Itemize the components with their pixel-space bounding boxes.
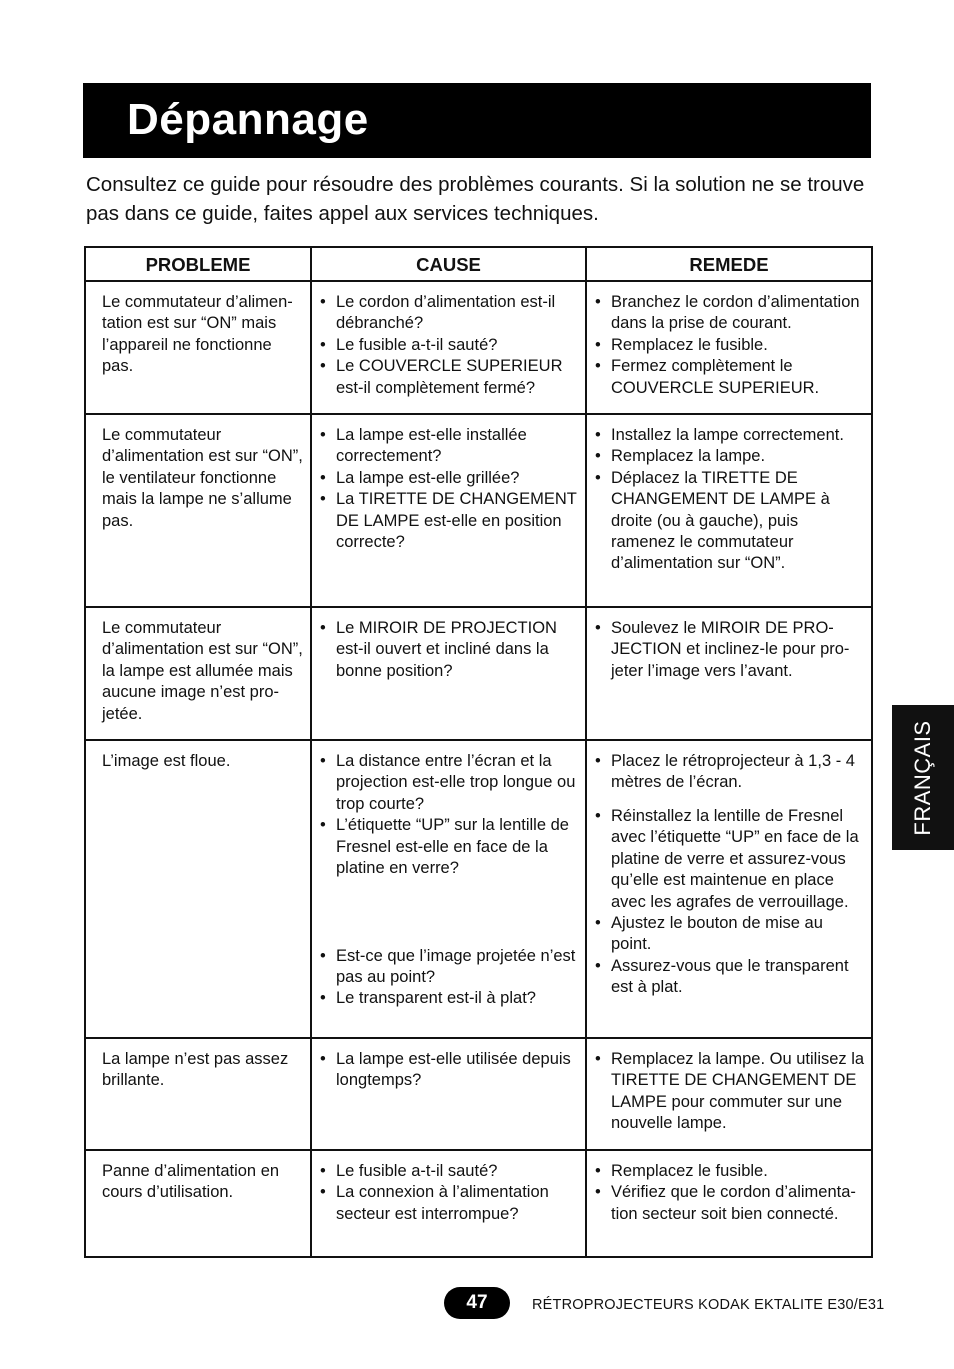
header-remede: REMEDE bbox=[586, 247, 872, 281]
problem-cell: Le commutateur d’alimentation est sur “ON”, la lampe est allumée mais aucune image n’est pro-jetée. bbox=[85, 607, 311, 740]
remedy-item: • Assurez-vous que le transparent est à plat. bbox=[595, 956, 865, 999]
remedy-item: • Réinstallez la lentille de Fresnel avec l’étiquette “UP” en face de la platine de verre et assurez-vous qu’elle est maintenue en place avec les agrafes de verrouillage. bbox=[595, 806, 865, 913]
header-cause: CAUSE bbox=[311, 247, 586, 281]
language-side-tab bbox=[892, 705, 954, 850]
intro-paragraph: Consultez ce guide pour résoudre des problèmes courants. Si la solution ne se trouve pas dans ce guide, faites appel aux services techniques. bbox=[86, 173, 865, 225]
table-row bbox=[85, 740, 872, 1038]
cause-item: • L’étiquette “UP” sur la lentille de Fresnel est-elle en face de la platine en verre? bbox=[320, 815, 579, 879]
table-row bbox=[85, 281, 872, 414]
table-header-row bbox=[85, 247, 872, 281]
cause-item: • La lampe est-elle installée correctement? bbox=[320, 425, 579, 468]
remedy-item: • Branchez le cordon d’alimentation dans la prise de courant. bbox=[595, 292, 865, 335]
remedy-item: • Remplacez la lampe. bbox=[595, 446, 865, 467]
problem-cell: Le commutateur d’alimentation est sur “ON”, le ventilateur fonctionne mais la lampe ne s’allume pas. bbox=[85, 414, 311, 607]
cause-cell bbox=[311, 607, 586, 740]
remedy-item: • Remplacez la lampe. Ou utilisez la TIRETTE DE CHANGEMENT DE LAMPE pour commuter sur une nouvelle lampe. bbox=[595, 1049, 865, 1135]
remedy-cell bbox=[586, 607, 872, 740]
problem-cell: L’image est floue. bbox=[85, 740, 311, 1038]
page-number-badge: 47 bbox=[444, 1287, 510, 1319]
problem-cell: Le commutateur d’alimen-tation est sur “ON” mais l’appareil ne fonctionne pas. bbox=[85, 281, 311, 414]
cause-cell bbox=[311, 1038, 586, 1150]
remedy-item: • Remplacez le fusible. bbox=[595, 1161, 865, 1182]
remedy-item: • Déplacez la TIRETTE DE CHANGEMENT DE LAMPE à droite (ou à gauche), puis ramenez le commutateur d’alimentation sur “ON”. bbox=[595, 468, 865, 575]
troubleshooting-table bbox=[84, 246, 873, 1258]
cause-item: • Le fusible a-t-il sauté? bbox=[320, 335, 579, 356]
remedy-item: • Fermez complètement le COUVERCLE SUPERIEUR. bbox=[595, 356, 865, 399]
remedy-cell bbox=[586, 1150, 872, 1257]
remedy-item: • Ajustez le bouton de mise au point. bbox=[595, 913, 865, 956]
cause-item: • Le cordon d’alimentation est-il débranché? bbox=[320, 292, 579, 335]
remedy-cell bbox=[586, 414, 872, 607]
cause-item: • La connexion à l’alimentation secteur est interrompue? bbox=[320, 1182, 579, 1225]
footer-product-name: RÉTROPROJECTEURS KODAK EKTALITE E30/E31 bbox=[532, 1297, 885, 1313]
remedy-item: • Vérifiez que le cordon d’alimenta-tion secteur soit bien connecté. bbox=[595, 1182, 865, 1225]
cause-cell bbox=[311, 740, 586, 1038]
cause-item: • La lampe est-elle grillée? bbox=[320, 468, 579, 489]
problem-cell: Panne d’alimentation en cours d’utilisation. bbox=[85, 1150, 311, 1257]
cause-item: • Le COUVERCLE SUPERIEUR est-il complètement fermé? bbox=[320, 356, 579, 399]
page-title: Dépannage bbox=[127, 95, 369, 144]
cause-cell bbox=[311, 414, 586, 607]
remedy-cell bbox=[586, 1038, 872, 1150]
table-row bbox=[85, 1150, 872, 1257]
table-row bbox=[85, 414, 872, 607]
title-bar bbox=[83, 83, 871, 158]
remedy-item: • Placez le rétroprojecteur à 1,3 - 4 mètres de l’écran. bbox=[595, 751, 865, 794]
language-label: FRANÇAIS bbox=[910, 719, 935, 836]
cause-cell bbox=[311, 1150, 586, 1257]
remedy-cell bbox=[586, 740, 872, 1038]
table-row bbox=[85, 1038, 872, 1150]
header-probleme: PROBLEME bbox=[85, 247, 311, 281]
remedy-item: • Installez la lampe correctement. bbox=[595, 425, 865, 446]
cause-item: • Est-ce que l’image projetée n’est pas au point? bbox=[320, 946, 579, 989]
cause-item: • La TIRETTE DE CHANGEMENT DE LAMPE est-elle en position correcte? bbox=[320, 489, 579, 553]
remedy-item: • Soulevez le MIROIR DE PRO-JECTION et inclinez-le pour pro-jeter l’image vers l’avant. bbox=[595, 618, 865, 682]
cause-item: • Le MIROIR DE PROJECTION est-il ouvert et incliné dans la bonne position? bbox=[320, 618, 579, 682]
table-row bbox=[85, 607, 872, 740]
remedy-cell bbox=[586, 281, 872, 414]
cause-cell bbox=[311, 281, 586, 414]
remedy-item: • Remplacez le fusible. bbox=[595, 335, 865, 356]
problem-cell: La lampe n’est pas assez brillante. bbox=[85, 1038, 311, 1150]
cause-item: • La distance entre l’écran et la projection est-elle trop longue ou trop courte? bbox=[320, 751, 579, 815]
cause-item: • Le transparent est-il à plat? bbox=[320, 988, 579, 1009]
cause-item: • Le fusible a-t-il sauté? bbox=[320, 1161, 579, 1182]
cause-item: • La lampe est-elle utilisée depuis longtemps? bbox=[320, 1049, 579, 1092]
